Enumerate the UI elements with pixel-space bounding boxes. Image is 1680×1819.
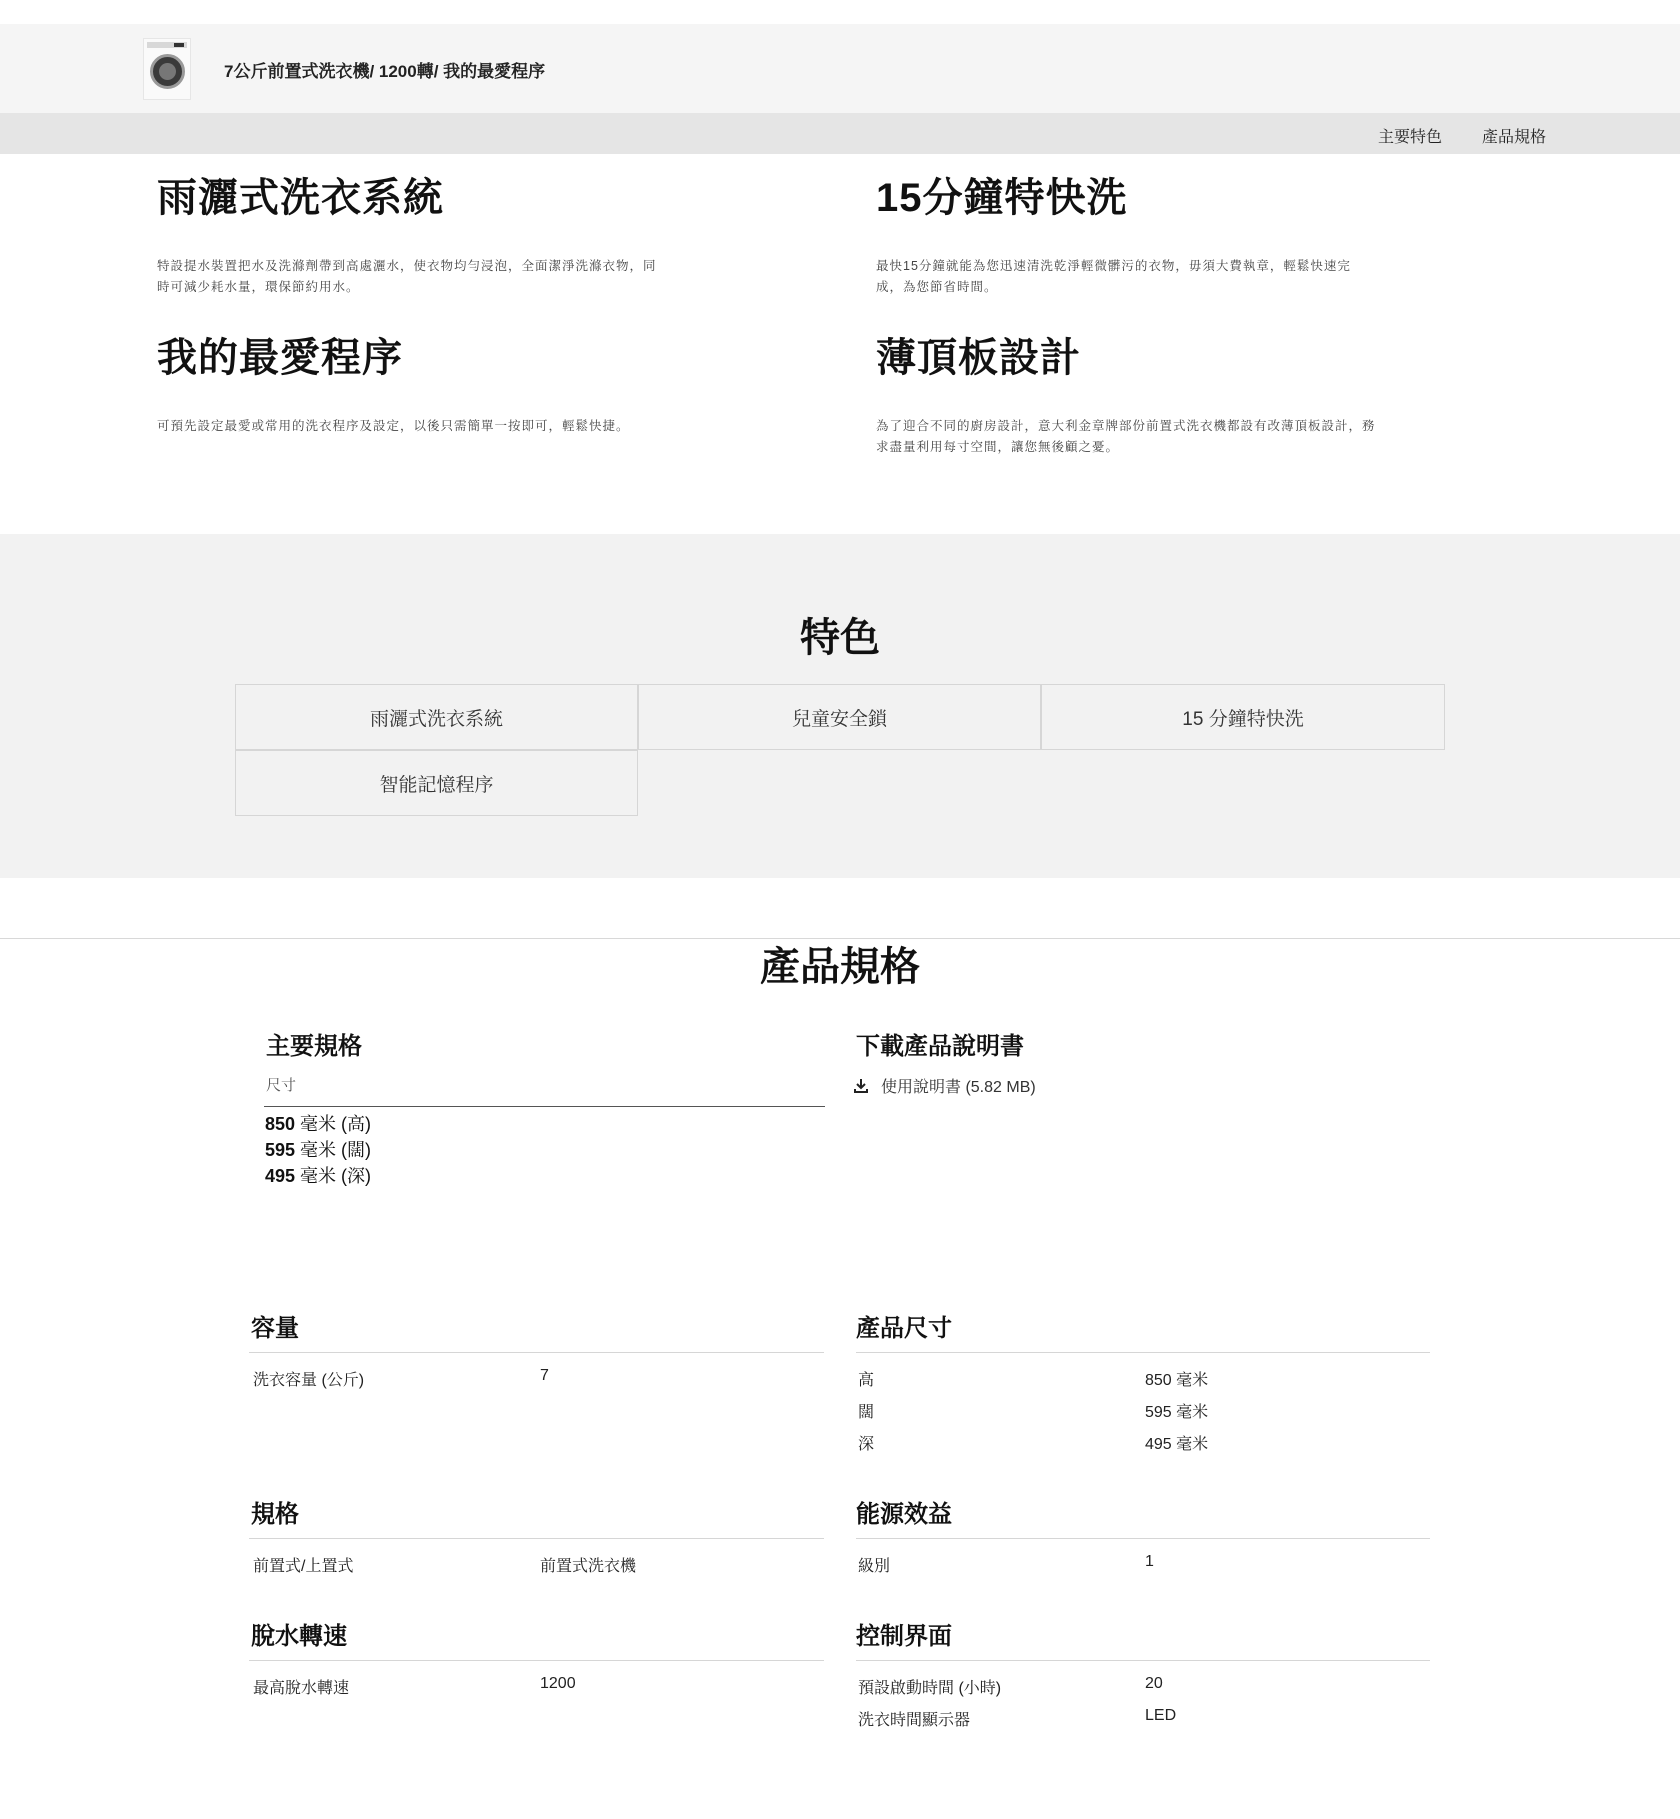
highlight-title: 15分鐘特快洗 (876, 176, 1128, 220)
spec-group-title: 能源效益 (856, 1501, 952, 1528)
dimension-unit: 毫米 (闊) (295, 1140, 372, 1160)
spec-label: 最高脫水轉速 (253, 1680, 350, 1697)
spec-group-rule (249, 1660, 824, 1661)
product-header (0, 24, 1680, 113)
spec-value: 850 毫米 (1145, 1372, 1209, 1389)
spec-label: 洗衣容量 (公斤) (253, 1372, 365, 1389)
product-thumbnail[interactable] (143, 38, 191, 100)
highlight-title: 薄頂板設計 (876, 336, 1081, 380)
spec-group-rule (856, 1660, 1430, 1661)
spec-label: 預設啟動時間 (小時) (858, 1680, 1002, 1697)
spec-group-rule (856, 1538, 1430, 1539)
dimension-value: 495 (265, 1166, 296, 1186)
spec-label: 級別 (858, 1558, 891, 1575)
spec-value: 前置式洗衣機 (540, 1558, 637, 1575)
dimension-value: 595 (265, 1140, 296, 1160)
dimension-value: 850 (265, 1114, 296, 1134)
spec-group-rule (856, 1352, 1430, 1353)
dimension-label: 尺寸 (266, 1077, 297, 1094)
section-nav (0, 113, 1680, 154)
highlight-text: 可預先設定最愛或常用的洗衣程序及設定，以後只需簡單一按即可，輕鬆快捷。 (157, 419, 630, 433)
spec-group-title: 控制界面 (856, 1623, 952, 1650)
specs-title: 產品規格 (760, 945, 920, 989)
manual-download-link[interactable] (853, 1074, 1036, 1097)
highlight-text: 特設提水裝置把水及洗滌劑帶到高處灑水，使衣物均勻浸泡，全面潔淨洗滌衣物，同時可減少耗水量，環保節約用水。 (157, 259, 657, 294)
main-specs-title: 主要規格 (266, 1033, 362, 1060)
feature-item[interactable]: 智能記憶程序 (235, 750, 638, 816)
features-title: 特色 (800, 616, 880, 660)
highlight-title: 我的最愛程序 (157, 336, 403, 380)
product-title: 7公斤前置式洗衣機/ 1200轉/ 我的最愛程序 (224, 62, 546, 81)
dimension-width (265, 1136, 371, 1162)
spec-group-title: 產品尺寸 (856, 1315, 952, 1342)
highlight-title: 雨灑式洗衣系統 (157, 176, 444, 220)
dimension-unit: 毫米 (高) (295, 1114, 372, 1134)
dimension-depth (265, 1162, 371, 1188)
feature-item[interactable]: 15 分鐘特快洗 (1041, 684, 1445, 750)
spec-value: LED (1145, 1707, 1177, 1724)
features-section (0, 534, 1680, 878)
highlight-text: 最快15分鐘就能為您迅速清洗乾淨輕微髒污的衣物，毋須大費執章，輕鬆快速完成，為您節省時間。 (876, 259, 1351, 294)
spec-group-title: 規格 (251, 1501, 299, 1528)
spec-value: 1200 (540, 1675, 576, 1692)
download-icon (853, 1078, 869, 1094)
dimension-height (265, 1110, 371, 1136)
dimension-rule (264, 1106, 825, 1107)
download-title: 下載產品說明書 (856, 1033, 1024, 1060)
spec-label: 闊 (858, 1404, 875, 1421)
spec-label: 高 (858, 1372, 875, 1389)
spec-group-title: 容量 (251, 1315, 299, 1342)
spec-value: 495 毫米 (1145, 1436, 1209, 1453)
feature-item[interactable]: 兒童安全鎖 (638, 684, 1041, 750)
nav-key-features[interactable]: 主要特色 (1378, 129, 1443, 146)
spec-value: 1 (1145, 1553, 1154, 1570)
spec-group-rule (249, 1538, 824, 1539)
thumbnail-control (174, 43, 184, 47)
feature-item[interactable]: 雨灑式洗衣系統 (235, 684, 638, 750)
thumbnail-glass (159, 63, 176, 80)
spec-label: 洗衣時間顯示器 (858, 1712, 971, 1729)
dimension-unit: 毫米 (深) (295, 1166, 372, 1186)
spec-value: 595 毫米 (1145, 1404, 1209, 1421)
spec-value: 7 (540, 1367, 549, 1384)
manual-link-label[interactable]: 使用說明書 (5.82 MB) (881, 1079, 1036, 1096)
spec-label: 前置式/上置式 (253, 1558, 354, 1575)
spec-label: 深 (858, 1436, 875, 1453)
nav-specs[interactable]: 產品規格 (1482, 129, 1547, 146)
spec-group-title: 脫水轉速 (251, 1623, 347, 1650)
highlight-text: 為了迎合不同的廚房設計，意大利金章牌部份前置式洗衣機都設有改薄頂板設計，務求盡量利用每寸空間，讓您無後顧之憂。 (876, 419, 1376, 454)
spec-group-rule (249, 1352, 824, 1353)
spec-value: 20 (1145, 1675, 1163, 1692)
